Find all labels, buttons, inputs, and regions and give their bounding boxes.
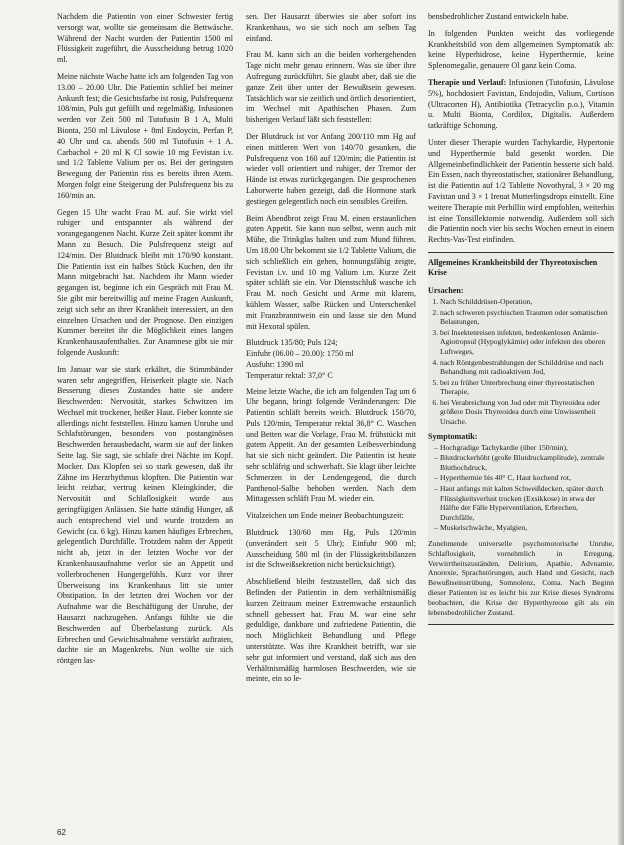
list-item: 1. Nach Schilddrüsen-Operation, [440, 297, 614, 307]
paragraph: Vitalzeichen um Ende meiner Beobachtungszeit: [246, 511, 404, 521]
paragraph: Abschließend bleibt festzustellen, daß sich das Befinden der Patientin in dem verhältnismäßig kurzen Zeitraum meiner Extremwache erstaunlich schnell gebessert hat. Frau M. war eine sehr geduldige, dankbare und zufriedene Patientin, die noch Möglichkeit Behandlung und Pflege unterstützte. Was ihre Krankheit betrifft, war sie sehr gut informiert und verstand, daß sich aus den Verhältnismäßig harmlosen Beschwerden, wie sie meinte, ein so le- [246, 577, 416, 684]
list-item: – Hochgradige Tachykardie (über 150/min), [440, 443, 614, 453]
paragraph: Gegen 15 Uhr wacht Frau M. auf. Sie wirkt viel ruhiger und entspannter als während der vorangegangenen Nacht. Kurze Zeit später kommt ihr Mann zu Besuch. Die Pulsfrequenz steigt auf 124/min. Der Blutdruck bleibt mit 170/90 konstant. Die Patientin isst ein halbes Stück Kuchen, den ihr Mann mitgebracht hat. Nachdem ihr Mann wieder gegangen ist, beginne ich ein Gespräch mit Frau M. Sie gibt mir bereitwillig auf meine Fragen Auskunft, zeigt sich sehr an ihrer Krankheit interessiert, an den einzelnen Ursachen und der Prognose. Den einzigen Kummer bereitet ihr die Möglichkeit eines langen Krankenhausaufenthaltes. Zur Anamnese gibt sie mir folgende Auskunft: [57, 207, 233, 357]
paragraph: Im Januar war sie stark erkältet, die Stimmbänder waren sehr angegriffen, Heiserkeit plagte sie. Nach Besserung dieses Zustandes hatte sie andere Beschwerden: Nervosität, starkes Schwitzen im Wechsel mit trockener, heißer Haut. Fieber konnte sie allerdings nicht feststellen. Hinzu kamen Unruhe und Schlafstörungen, besonders von postanginösen Beschwerden herausbedacht, warm sie auf der linken Seite lag. Sie sagt, sie schlafe drei Nächte im Kopf. Mocker. Das Klopfen sei so stark gewesen, daß ihr Zähne im Herzrhythmus klopften. Die Patientin war leicht reizbar, vertrug keinen Kleingkinder, die Nervosität und Schlaflosigkeit wurde aus geringfügigen Anlässen. Sie hatte ständig Hunger, aß auch entsprechend viel und wurde trotzdem an Gewicht (ca. 6 kg). Hinzu kamen häufiges Erbrechen, gelegentlich Durchfälle. Trotzdem nahm der Appetit nicht ab, jetzt in der letzten Woche vor der Krankenhausaufnahme verlor sie an Appetit und vollerbrochenen Hungergefühls. Kurz vor ihrer Überweisung ins Krankenhaus litt sie unter Obstipation. In der letzten drei Wochen vor der Aufnahme war die Beschäftigung der Unruhe, der Hausarzt nachzugehen. Anfangs fühlte sie die Beschwerden auf Überbelastung zurück. Als Erbrechen und Gewichtsabnahme verstärkt auftraten, dachte sie an Magenkrebs. Nun wollte sie sich röntgen las- [57, 364, 233, 666]
symptoms-heading: Symptomatik: [428, 431, 478, 441]
info-box-title: Allgemeines Krankheitsbild der Thyreotoxischen Krise [428, 257, 598, 278]
text-column-middle [246, 12, 416, 691]
list-item: – Blutdruckerhöht (große Blutdruckamplitude), zentrale Bluthochdruck, [440, 453, 614, 472]
list-item: 4. nach Röntgenbestrahlungen der Schilddrüse und nach Behandlung mit radioaktivem Jod, [440, 358, 614, 377]
list-item: – Haut anfangs mit kalten Schweißdecken, später durch Flüssigkeitsverlust trocken (Exsikkose) in etwa der Hälfte der Fälle Hyperventilation, Erbrechen, Durchfälle, [440, 484, 614, 522]
causes-list [428, 297, 614, 427]
paragraph: Frau M. kann sich an die beiden vorhergehenden Tage nicht mehr genau erinnern. Was sie über ihre Aufregung zurückführt. Sie glaubt aber, daß sie die ganze Zeit über unter der Bewußtsein gewesen. Tatsächlich war sie zeitlich und örtlich desorientiert, im Wechsel mit Apathischen Phasen. Zum bisherigen Verlauf läßt sich feststellen: [246, 50, 416, 125]
list-item: – Hyperthermie bis 40° C, Haut kochend rot, [440, 473, 614, 483]
info-box [428, 252, 614, 625]
paragraph: Nachdem die Patientin von einer Schwester fertig versorgt war, wollte sie gemeinsam die Bettwäsche. Während der Nacht wurden der Patientin 1500 ml Flüssigkeit zugeführt, die Ausscheidung betrug 1020 ml. [57, 12, 233, 65]
list-item: 6. bei Verabreichung von Jod oder mit Thyreoidea oder größere Dosis Thyreoidea durch eine Unwissenheit Ursache. [440, 398, 614, 427]
text-column-left [57, 12, 233, 673]
symptoms-list [428, 443, 614, 533]
therapy-text: Infusionen (Tutofusin, Lävulose 5%), hochdosiert Favistan, Endojodin, Valium, Cortison (Ultracorten H), Antibiotika (Tetracyclin p.o.), Vitamin u. Multi Bionta, Cordilox, Digitalis. Außerdem tatkräftige Schonung. [428, 77, 614, 131]
list-item: 3. bei Insektenreisen infekten, bedenkenlosen Anämie-Agiotropsul (Hypoglykämie) oder infekten des oberen Luftweges, [440, 328, 614, 357]
paragraph: Unter dieser Therapie wurden Tachykardie, Hypertonie und Hyperthermie bald gesenkt worden. Die Allgemeinbefindlichkeit der Patientin besserte sich bald. Ein Essen, nach thyreostatischer, stationärer Behandlung, ist die Patientin auf 1/2 Tablette Novothyral, 3 × 20 mg Favistan und 3 × 1 Irenat Mutterlingsdrops einstellt. Eine weitere Therapie mit Perhillin wird empfohlen, weiterhin ist eine Tonsillektomie notwendig. Außerdem soll sich die Patientin noch vier bis sechs Wochen erneut in einem Rechts-Vas-Test einfinden. [428, 137, 614, 245]
text-column-right [428, 12, 614, 625]
paragraph: Blutdruck 130/60 mm Hg, Puls 120/min (unverändert seit 5 Uhr); Einfuhr 900 ml; Ausscheidung 580 ml (in der Flüssigkeitsbilanzen ist die Schweißsekretion nicht berücksichtigt). [246, 528, 416, 570]
paragraph: sen. Der Hausarzt überwies sie aber sofort ins Krankenhaus, wo sie sich noch am selben Tag einfand. [246, 12, 416, 43]
scan-edge-shadow [618, 0, 624, 845]
paragraph: In folgenden Punkten weicht das vorliegende Krankheitsbild von dem allgemeinen Symptomatik ab: keine Hyperhidrose, keine Hyperthermie, keine Splenomegalie, genauere Ol ganz kein Coma. [428, 28, 614, 71]
info-box-closing-text: Zunehmende universelle psychomotorische Unruhe, Schlaflosigkeit, vornehmlich in Erregung, Verwirrtheitszuständen, Delirium, Apathie, Advnamie, Anorexie, Sprachstörungen, auch Hand und Gesicht, nach Bewußtseinstrübung, Somnolenz, Coma. Nach Beginn dieser Patienten ist es leicht bis zur Krise dieses Syndroms beobachten, die Krise der Hyperthyreose gilt als ein lebensbedrohlicher Zustand. [428, 539, 614, 617]
therapy-paragraph [428, 78, 614, 132]
vital-signs-block: Blutdruck 135/80; Puls 124; Einfuhr (06.00 – 20.00): 1750 ml Ausfuhr: 1390 ml Temperatur rektal: 37,0° C [246, 338, 354, 380]
causes-heading: Ursachen: [428, 285, 464, 295]
list-item: 5. bei zu früher Unterbrechung einer thyreostatischen Therapie, [440, 378, 614, 397]
list-item: 2. nach schweren psychischen Traumen oder somatischen Belastungen, [440, 308, 614, 327]
list-item: – Muskelschwäche, Myalgien, [440, 523, 614, 533]
paragraph: Meine nächste Wache hatte ich am folgenden Tag von 13.00 – 20.00 Uhr. Die Patientin schlief bei meiner Ankunft fest; die Gesichtsfarbe ist rosig, Pulsfrequenz 108/min, Puls gut gefüllt und regelmäßig. Infusionen werden vor Zeit 500 ml Tutofusin B 1 A, Multi Bionta, 250 ml Lävulose + 8ml Endoycin, Perfan P, 40 Uhr und ca. abends 500 ml Tutofusin + 1 A. Carbachol + 20 ml K Cl sowie 10 mg Fevistan i.v. und 1/2 Tablette Valium per os. Bei der geringsten Bewegung der Patientin riss es bereits ihren Atem. Morgen folgt eine Steigerung der Pulsfrequenz bis zu 160/min an. [57, 71, 233, 200]
therapy-heading: Therapie und Verlauf: [428, 77, 507, 87]
paragraph: Der Blutdruck ist vor Anfang 200/110 mm Hg auf einen mittleren Wert von 140/70 gesunken, die Pulsfrequenz von 160 auf 120/min; die Patientin ist wieder voll orientiert und ruhiger, der Tremor der Hände ist etwas zurückgegangen. Die gesprochenen Laborwerte haben gezeigt, daß die Hormone stark gestiegen gelegentlich noch ein sensibles Greifen. [246, 131, 416, 206]
paragraph: Meine letzte Wache, die ich am folgenden Tag um 6 Uhr begann, bringt folgende Veränderungen: Die Patientin schläft bereits weich. Blutdruck 150/70, Puls 120/min, Temperatur rektal 36,8° C. Waschen und Betten war die Vorlage, Frau M. frühstückt mit gutem Appetit. An der gesamten Leibesverbindung hat sie sich nicht geändert. Die Patientin ist heute sehr schläfrig und schwerhaft. Sie klagt über leichte Schmerzen in der Lendengegend, die durch Panthenol-Salbe behoben werden. Nach dem Mittagessen schläft Frau M. wieder ein. [246, 386, 416, 504]
paragraph: bensbedrohlicher Zustand entwickeln habe. [428, 12, 569, 21]
page-number: 62 [57, 828, 66, 837]
paragraph: Beim Abendbrot zeigt Frau M. einen erstaunlichen guten Appetit. Sie kann nun selbst, wenn auch mit Mühe, die Trinkglas halten und zum Mund führen. Um 18.00 Uhr bekommt sie 1/2 Tablette Valium, die sich schließlich ein gehen, honnungsfähig zeigte, Fevistan i.v. und 10 mg Valium i.m. Kurze Zeit später schläft sie ein. Vor Dienstschluß wasche ich Frau M. noch Gesicht und Arme mit klarem, kühlem Wasser, salbe Rücken und Unterschenkel mit Franzbranntwein ein und lasse sie den Mund mit Hexoral spülen. [246, 213, 416, 331]
